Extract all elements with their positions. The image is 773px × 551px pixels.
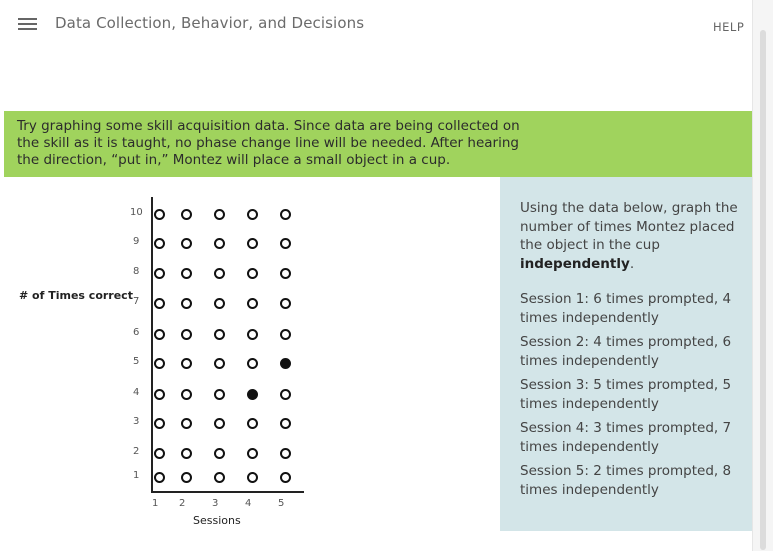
grid-point[interactable] xyxy=(181,418,192,429)
grid-point[interactable] xyxy=(181,209,192,220)
grid-point[interactable] xyxy=(214,209,225,220)
grid-point[interactable] xyxy=(280,268,291,279)
help-link[interactable]: HELP xyxy=(713,20,745,34)
y-tick-label: 3 xyxy=(133,416,140,427)
grid-point[interactable] xyxy=(247,238,258,249)
grid-point[interactable] xyxy=(214,358,225,369)
x-axis-line xyxy=(151,491,304,493)
grid-point[interactable] xyxy=(214,448,225,459)
instruction-banner xyxy=(4,111,752,177)
vertical-scrollbar[interactable] xyxy=(752,0,773,551)
x-tick-label: 2 xyxy=(179,498,186,509)
grid-point[interactable] xyxy=(154,238,165,249)
y-tick-label: 9 xyxy=(133,236,140,247)
x-tick-label: 5 xyxy=(278,498,285,509)
grid-point[interactable] xyxy=(280,389,291,400)
intro-end: . xyxy=(629,255,635,272)
grid-point[interactable] xyxy=(280,298,291,309)
session-2-text: Session 2: 4 times prompted, 6 times independently xyxy=(520,334,732,369)
grid-point[interactable] xyxy=(154,472,165,483)
grid-point[interactable] xyxy=(247,329,258,340)
grid-point[interactable] xyxy=(247,298,258,309)
grid-point[interactable] xyxy=(214,268,225,279)
grid-point[interactable] xyxy=(247,358,258,369)
session-4-text: Session 4: 3 times prompted, 7 times independently xyxy=(520,420,732,455)
page-title: Data Collection, Behavior, and Decisions xyxy=(55,14,365,32)
grid-point[interactable] xyxy=(181,448,192,459)
x-axis-label: Sessions xyxy=(193,514,241,527)
grid-point[interactable] xyxy=(181,329,192,340)
y-tick-label: 5 xyxy=(133,356,140,367)
grid-point[interactable] xyxy=(181,472,192,483)
grid-point[interactable] xyxy=(154,448,165,459)
session-3-text: Session 3: 5 times prompted, 5 times independently xyxy=(520,377,732,412)
grid-point[interactable] xyxy=(214,238,225,249)
x-tick-label: 3 xyxy=(212,498,219,509)
grid-point[interactable] xyxy=(214,418,225,429)
grid-point[interactable] xyxy=(280,329,291,340)
y-axis-label: # of Times correct xyxy=(19,289,133,302)
grid-point[interactable] xyxy=(214,472,225,483)
y-tick-label: 8 xyxy=(133,266,140,277)
grid-point[interactable] xyxy=(247,448,258,459)
grid-point[interactable] xyxy=(214,298,225,309)
hamburger-menu-icon[interactable] xyxy=(18,16,38,32)
grid-point[interactable] xyxy=(280,472,291,483)
graphing-area xyxy=(0,180,490,540)
grid-point[interactable] xyxy=(181,358,192,369)
plotted-point[interactable] xyxy=(280,358,291,369)
session-data-panel xyxy=(500,177,752,531)
grid-point[interactable] xyxy=(154,329,165,340)
grid-point[interactable] xyxy=(247,209,258,220)
intro-bold-text: independently xyxy=(520,255,630,272)
grid-point[interactable] xyxy=(181,298,192,309)
grid-point[interactable] xyxy=(280,209,291,220)
y-tick-label: 7 xyxy=(133,296,140,307)
app-header xyxy=(0,0,752,48)
grid-point[interactable] xyxy=(247,472,258,483)
panel-intro xyxy=(520,199,745,273)
grid-point[interactable] xyxy=(280,238,291,249)
grid-point[interactable] xyxy=(214,329,225,340)
grid-point[interactable] xyxy=(247,418,258,429)
scrollbar-thumb[interactable] xyxy=(760,30,766,550)
grid-point[interactable] xyxy=(154,358,165,369)
grid-point[interactable] xyxy=(181,268,192,279)
grid-point[interactable] xyxy=(280,448,291,459)
grid-point[interactable] xyxy=(214,389,225,400)
grid-point[interactable] xyxy=(247,268,258,279)
y-tick-label: 2 xyxy=(133,446,140,457)
session-1-text: Session 1: 6 times prompted, 4 times independently xyxy=(520,291,732,326)
grid-point[interactable] xyxy=(181,238,192,249)
y-tick-label: 4 xyxy=(133,387,140,398)
grid-point[interactable] xyxy=(181,389,192,400)
grid-point[interactable] xyxy=(154,298,165,309)
y-tick-label: 10 xyxy=(130,207,143,218)
session-5-text: Session 5: 2 times prompted, 8 times independently xyxy=(520,463,732,498)
y-tick-label: 6 xyxy=(133,327,140,338)
intro-text: Using the data below, graph the number of times Montez placed the object in the cup xyxy=(520,200,738,253)
grid-point[interactable] xyxy=(154,389,165,400)
grid-point[interactable] xyxy=(154,209,165,220)
instruction-text: Try graphing some skill acquisition data. Since data are being collected on the skill as it is taught, no phase change line will be needed. After hearing the direction, “put in,” Montez will place a small object in a cup. xyxy=(17,118,520,168)
x-tick-label: 4 xyxy=(245,498,252,509)
x-tick-label: 1 xyxy=(152,498,159,509)
grid-point[interactable] xyxy=(280,418,291,429)
plotted-point[interactable] xyxy=(247,389,258,400)
grid-point[interactable] xyxy=(154,418,165,429)
y-axis-line xyxy=(151,197,153,493)
grid-point[interactable] xyxy=(154,268,165,279)
y-tick-label: 1 xyxy=(133,470,140,481)
